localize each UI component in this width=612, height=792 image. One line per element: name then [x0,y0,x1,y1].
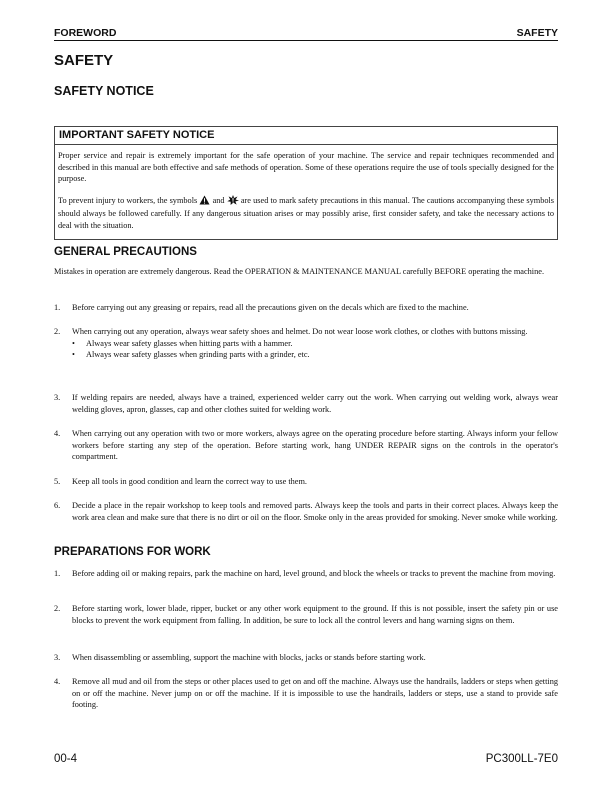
general-precautions-heading: GENERAL PRECAUTIONS [54,246,197,258]
list-item-text: Before carrying out any greasing or repairs, read all the precautions given on the decals which are fixed to the machine. [72,303,469,312]
list-item-text: When disassembling or assembling, support the machine with blocks, jacks or stands before starting work. [72,653,426,662]
list-item [54,500,558,523]
notice-paragraph-1: Proper service and repair is extremely important for the safe operation of your machine. The service and repair techniques recommended and described in this manual are both effective and safe methods of operation. Some of these operations require the use of tools specially designed for the purpose. [58,151,554,184]
list-item [54,476,558,488]
notice-paragraph-2 [55,195,557,232]
list-item-number: 3. [54,653,61,662]
list-item-text: When carrying out any operation with two or more workers, always agree on the operating procedure before starting. Always inform your fellow workers before starting any step of the operation. Before starting work, hang UNDER REPAIR signs on the controls in the operator's compartment. [72,429,558,462]
list-item [54,603,558,626]
list-item-text: When carrying out any operation, always wear safety shoes and helmet. Do not wear loose work clothes, or clothes with buttons missing. [72,327,528,336]
list-item-number: 2. [54,327,61,336]
bullet-text: Always wear safety glasses when hitting parts with a hammer. [86,338,293,348]
list-item [54,568,558,580]
list-item-text: Decide a place in the repair workshop to keep tools and removed parts. Always keep the tools and parts in their correct places. Always keep the work area clean and make sure that there is no dirt or oil on the floor. Smoke only in the areas provided for smoking. Never smoke while working. [72,501,558,522]
bullet-item [72,349,558,361]
list-item-number: 1. [54,569,61,578]
header-section-label: FOREWORD [54,27,117,39]
notice-paragraph-2-start: To prevent injury to workers, the symbols [58,195,198,205]
model-code: PC300LL-7E0 [485,753,558,765]
general-precautions-intro: Mistakes in operation are extremely dangerous. Read the OPERATION & MAINTENANCE MANUAL carefully BEFORE operating the machine. [54,267,545,276]
list-item-text: If welding repairs are needed, always have a trained, experienced welder carry out the work. When carrying out welding work, always wear welding gloves, apron, glasses, cap and other clothes suited for welding work. [72,393,558,414]
notice-heading: IMPORTANT SAFETY NOTICE [55,127,557,145]
list-item-text: Before starting work, lower blade, ripper, bucket or any other work equipment to the ground. If this is not possible, insert the safety pin or use blocks to prevent the work equipment from falling. In addition, be sure to lock all the control levers and hang warning signs on them. [72,604,558,625]
list-item [54,428,558,463]
warning-triangle-icon [199,195,210,209]
list-item-number: 1. [54,303,61,312]
list-item [54,302,558,314]
header-topic-label: SAFETY [516,27,558,39]
list-item [54,392,558,415]
list-item-number: 2. [54,604,61,613]
list-item [54,676,558,711]
page-subtitle: SAFETY NOTICE [54,84,154,98]
notice-paragraph-2-end: are used to mark safety precautions in this manual. The cautions accompanying these symbols should always be followed carefully. If any dangerous situation arises or may possibly arise, first consider safety, and take the necessary actions to deal with the situation. [58,195,555,230]
important-safety-notice-box [54,126,558,240]
page-title: SAFETY [54,52,114,69]
list-item [54,326,558,361]
list-item-text: Before adding oil or making repairs, park the machine on hard, level ground, and block the wheels or tracks to prevent the machine from moving. [72,569,556,578]
list-item-number: 6. [54,501,61,510]
list-item-number: 5. [54,477,61,486]
page-number: 00-4 [54,753,78,765]
preparations-heading: PREPARATIONS FOR WORK [54,546,211,558]
bullet-dot: • [72,350,75,360]
caution-burst-icon [227,195,239,209]
list-item-text: Keep all tools in good condition and learn the correct way to use them. [72,477,308,486]
list-item-number: 4. [54,677,61,686]
bullet-text: Always wear safety glasses when grinding parts with a grinder, etc. [86,350,310,360]
list-item [54,652,558,664]
notice-paragraph-2-and: and [212,195,225,205]
list-item-number: 4. [54,429,61,438]
bullet-dot: • [72,338,75,348]
list-item-text: Remove all mud and oil from the steps or other places used to get on and off the machine. Always use the handrails, ladders or steps when getting on or off the machine. Never jump on or off the machine. If it is impossible to use the handrails, ladders or steps, use a stand to provide safe footing. [72,677,558,710]
list-item-number: 3. [54,393,61,402]
running-header [54,27,558,41]
bullet-item [72,338,558,350]
